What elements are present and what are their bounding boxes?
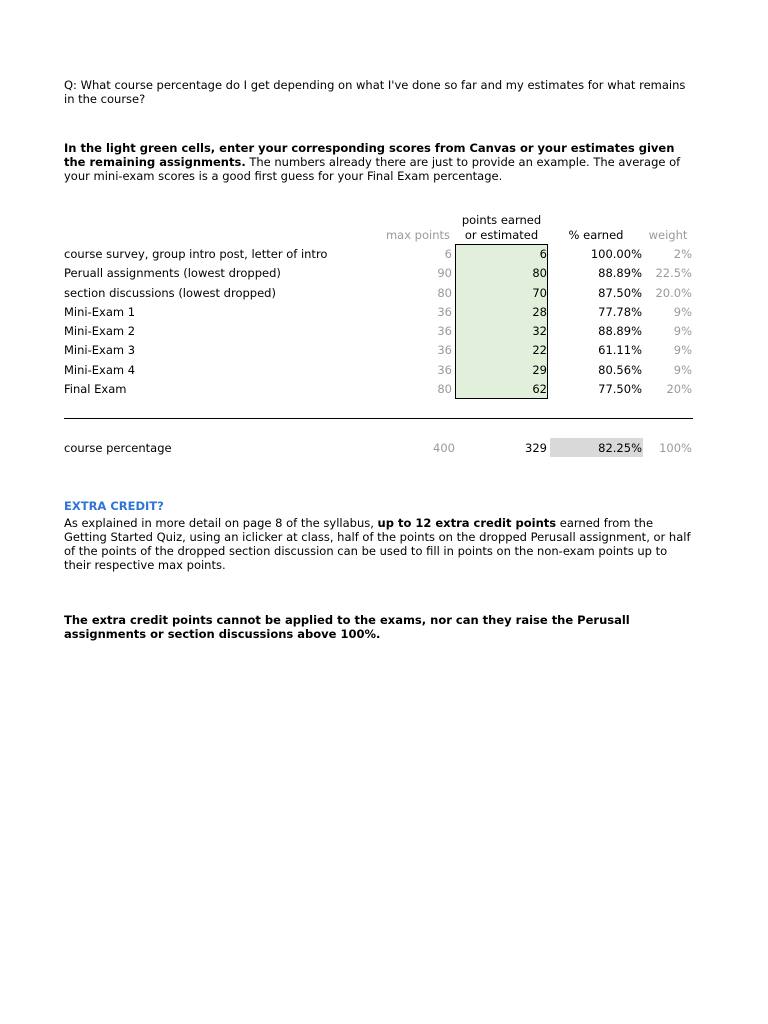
row-percent: 77.78% bbox=[598, 305, 642, 319]
row-earned-input[interactable]: 22 bbox=[532, 343, 547, 357]
extra-credit-note: The extra credit points cannot be applied to the exams, nor can they raise the Perusall assignments or section discussions above 100%. bbox=[64, 613, 630, 641]
row-percent: 100.00% bbox=[590, 247, 642, 261]
row-earned-input[interactable]: 70 bbox=[532, 286, 547, 300]
header-points-earned: points earned bbox=[461, 213, 542, 227]
instructions-text bbox=[64, 141, 694, 183]
total-max: 400 bbox=[433, 441, 455, 455]
instructions-bold: In the light green cells, enter your corresponding scores from Canvas or your estimates given the remaining assignments. bbox=[64, 141, 675, 169]
row-label: Mini-Exam 2 bbox=[64, 324, 136, 338]
extra-credit-p1-a: As explained in more detail on page 8 of the syllabus, bbox=[64, 516, 378, 530]
extra-credit-title: EXTRA CREDIT? bbox=[64, 499, 164, 513]
row-weight: 9% bbox=[673, 343, 692, 357]
row-percent: 77.50% bbox=[598, 382, 642, 396]
row-weight: 20% bbox=[666, 382, 692, 396]
row-earned-input[interactable]: 6 bbox=[539, 247, 547, 261]
row-max: 36 bbox=[437, 324, 452, 338]
question-text: Q: What course percentage do I get depending on what I've done so far and my estimates for what remains in the course? bbox=[64, 78, 686, 106]
total-earned: 329 bbox=[525, 441, 547, 455]
row-weight: 22.5% bbox=[655, 266, 692, 280]
row-percent: 87.50% bbox=[598, 286, 642, 300]
row-earned-input[interactable]: 32 bbox=[532, 324, 547, 338]
row-weight: 9% bbox=[673, 305, 692, 319]
instructions-normal: The numbers already there are just to provide an example. The average of your mini-exam scores is a good first guess for your Final Exam percentage. bbox=[64, 155, 681, 183]
row-weight: 2% bbox=[673, 247, 692, 261]
header-max-points: max points bbox=[385, 228, 450, 242]
row-label: Mini-Exam 1 bbox=[64, 305, 136, 319]
row-max: 36 bbox=[437, 305, 452, 319]
row-percent: 80.56% bbox=[598, 363, 642, 377]
row-label: course survey, group intro post, letter of intro bbox=[64, 247, 328, 261]
row-max: 80 bbox=[437, 286, 452, 300]
table-divider bbox=[64, 418, 693, 419]
row-earned-input[interactable]: 80 bbox=[532, 266, 547, 280]
extra-credit-paragraph bbox=[64, 516, 694, 572]
row-label: Peruall assignments (lowest dropped) bbox=[64, 266, 281, 280]
header-percent-earned: % earned bbox=[568, 228, 624, 242]
total-label: course percentage bbox=[64, 441, 172, 455]
row-max: 90 bbox=[437, 266, 452, 280]
row-max: 6 bbox=[444, 247, 452, 261]
row-percent: 88.89% bbox=[598, 324, 642, 338]
row-earned-input[interactable]: 62 bbox=[532, 382, 547, 396]
header-or-estimated: or estimated bbox=[464, 228, 539, 242]
row-label: Mini-Exam 4 bbox=[64, 363, 136, 377]
extra-credit-p1-bold: up to 12 extra credit points bbox=[377, 516, 557, 530]
row-label: Final Exam bbox=[64, 382, 127, 396]
row-percent: 88.89% bbox=[598, 266, 642, 280]
row-max: 80 bbox=[437, 382, 452, 396]
row-earned-input[interactable]: 29 bbox=[532, 363, 547, 377]
row-weight: 20.0% bbox=[655, 286, 692, 300]
row-weight: 9% bbox=[673, 324, 692, 338]
row-max: 36 bbox=[437, 343, 452, 357]
row-earned-input[interactable]: 28 bbox=[532, 305, 547, 319]
course-percentage-value: 82.25% bbox=[598, 441, 642, 455]
row-label: section discussions (lowest dropped) bbox=[64, 286, 276, 300]
row-label: Mini-Exam 3 bbox=[64, 343, 136, 357]
row-percent: 61.11% bbox=[598, 343, 642, 357]
extra-credit-p1-b: earned from the Getting Started Quiz, using an iclicker at class, half of the points on the dropped Perusall assignment, or half of the points of the dropped section discussion can be used to fill in points on the non-exam points up to their respective max points. bbox=[64, 516, 691, 572]
row-weight: 9% bbox=[673, 363, 692, 377]
total-weight: 100% bbox=[659, 441, 692, 455]
header-weight: weight bbox=[648, 228, 688, 242]
row-max: 36 bbox=[437, 363, 452, 377]
